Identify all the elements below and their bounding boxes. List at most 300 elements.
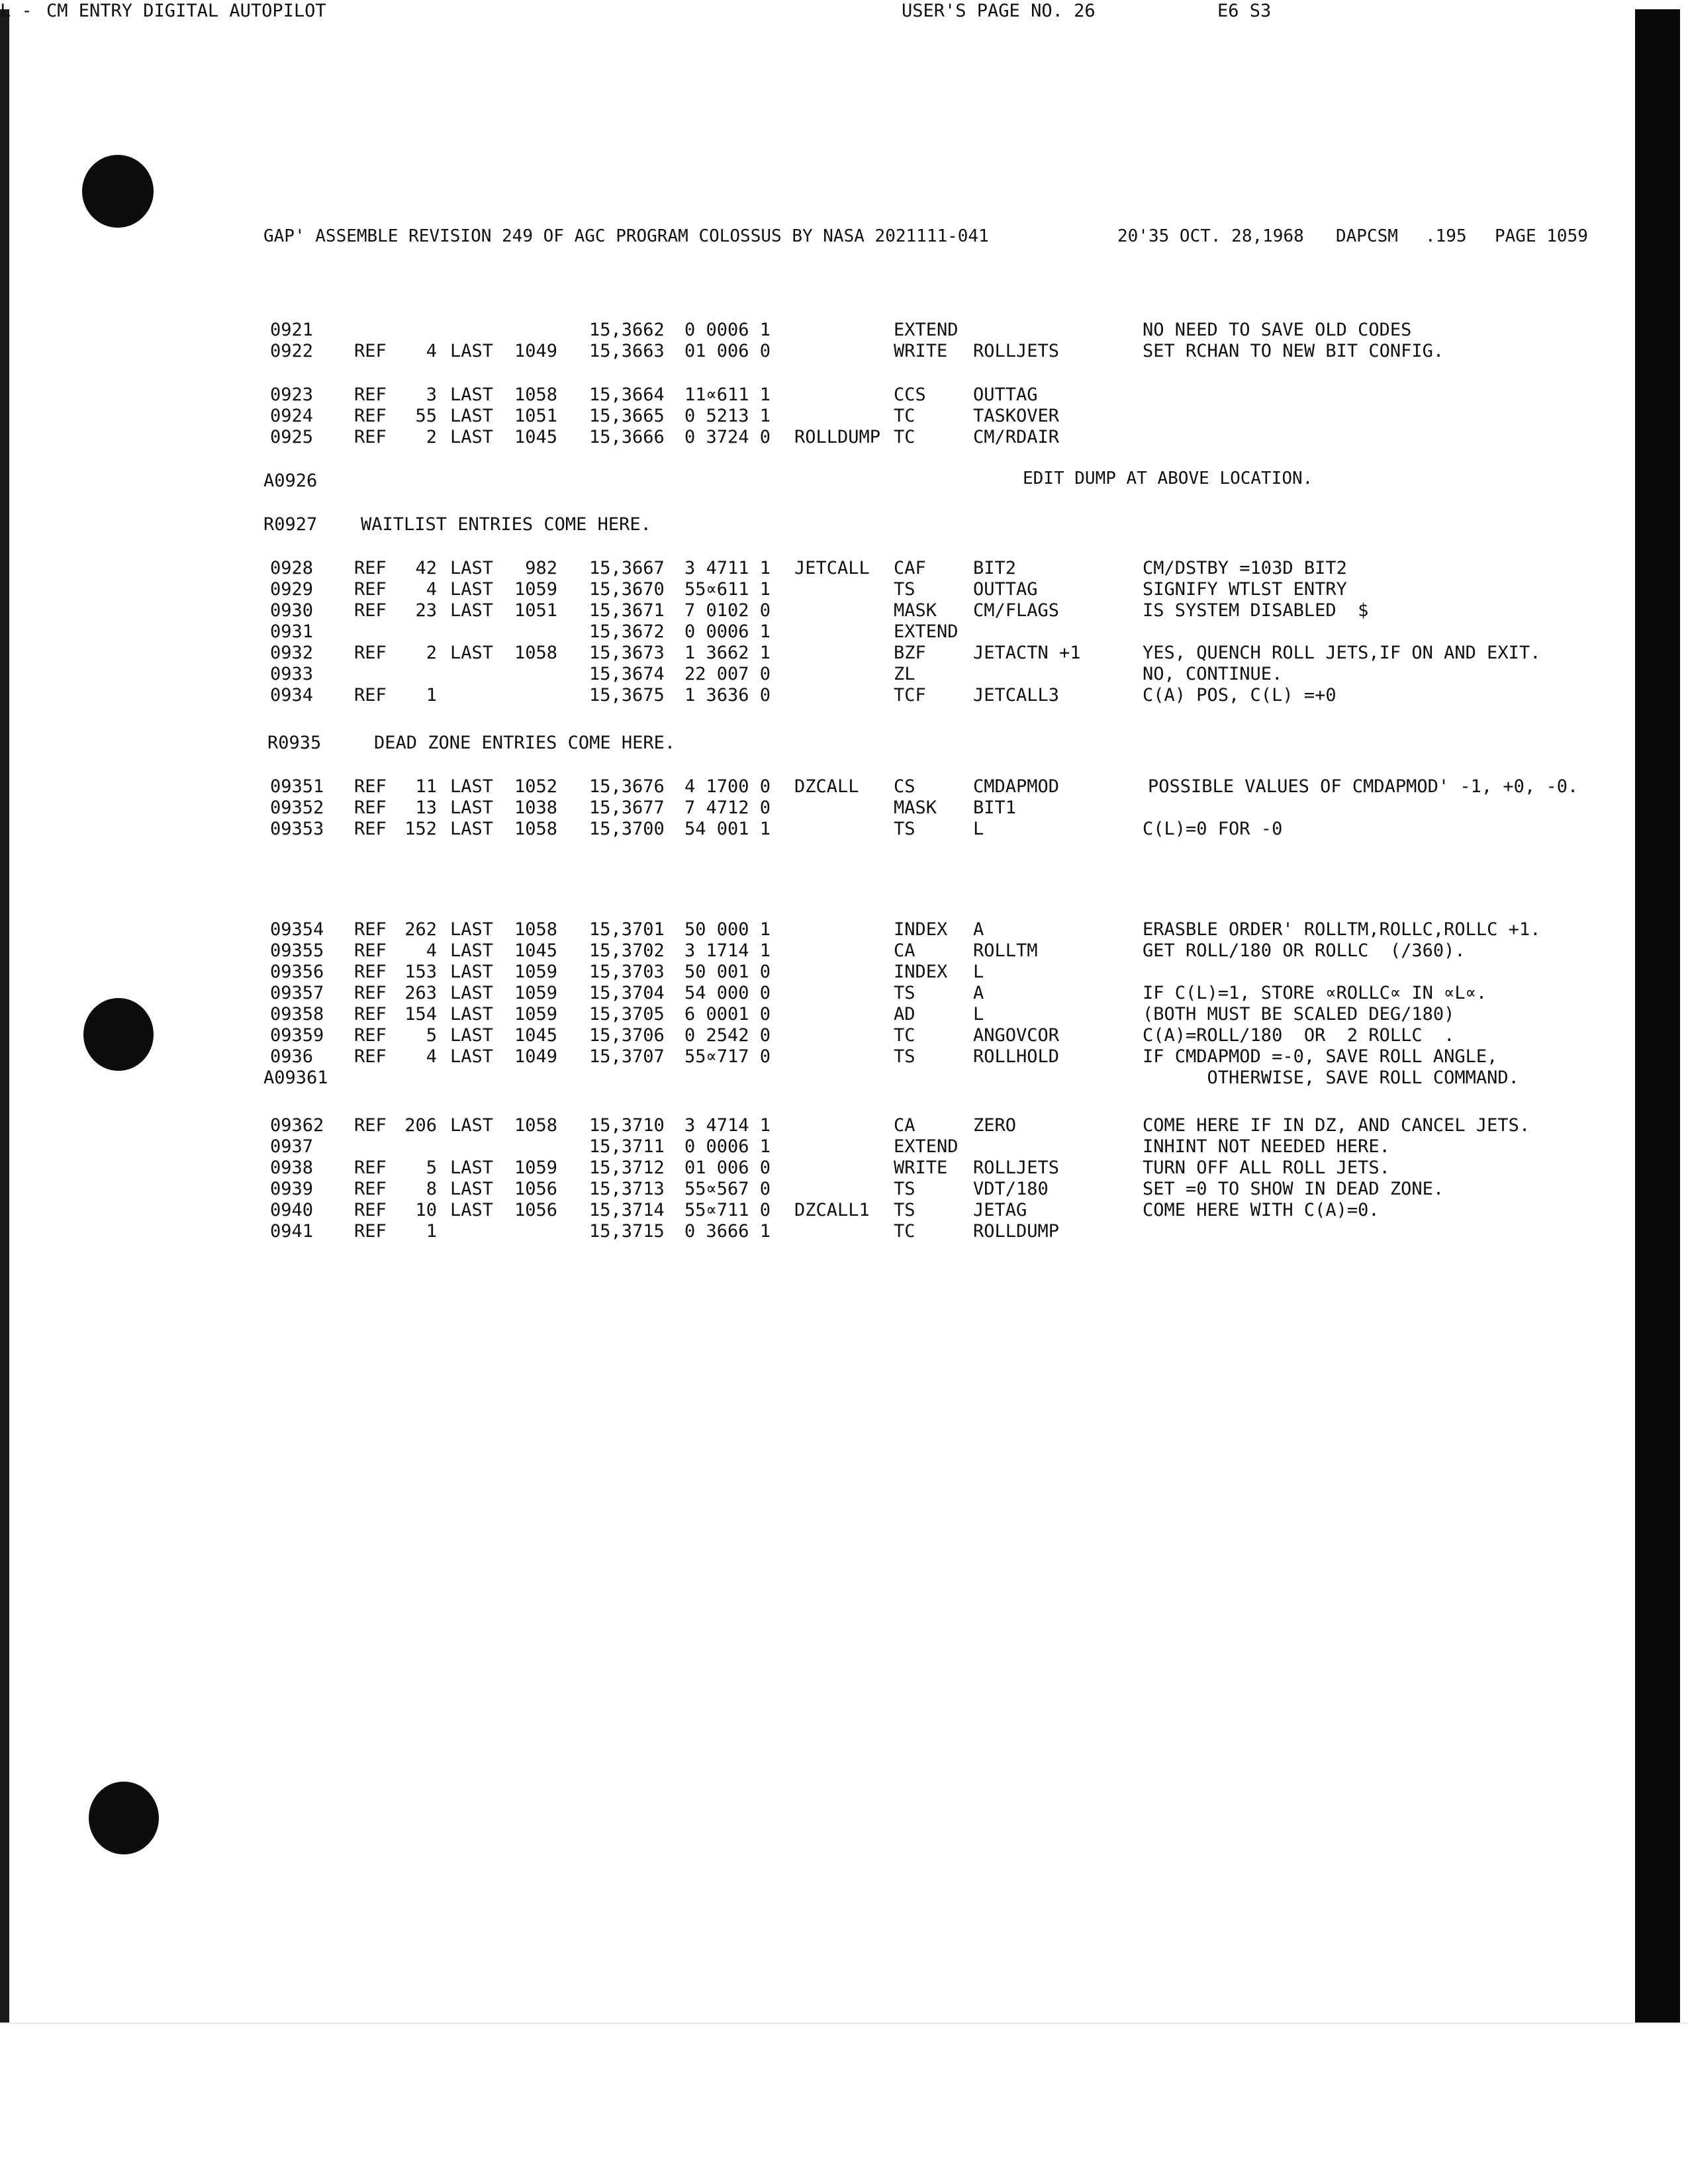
octal-code: 6 0001 0	[684, 1004, 771, 1024]
opcode: TC	[894, 1025, 915, 1046]
last-line-number: 1058	[514, 643, 557, 663]
section-heading	[0, 732, 1626, 754]
operand: ROLLTM	[973, 940, 1038, 961]
heading-id: R0935	[267, 733, 322, 753]
last-line-number: 1059	[514, 1158, 557, 1178]
ref-marker: REF	[354, 1025, 387, 1046]
last-marker: LAST	[450, 1004, 494, 1024]
ref-marker: REF	[354, 919, 387, 940]
symbol-label: ROLLDUMP	[794, 427, 881, 447]
code-line	[0, 663, 1626, 686]
code-line	[0, 1067, 1626, 1089]
operand: VDT/180	[973, 1179, 1049, 1199]
ref-marker: REF	[354, 962, 387, 982]
comment: ERASBLE ORDER' ROLLTM,ROLLC,ROLLC +1.	[1143, 919, 1541, 940]
last-line-number: 1059	[514, 579, 557, 600]
address: 15,3672	[589, 621, 665, 642]
ref-marker: REF	[354, 1200, 387, 1220]
address: 15,3701	[589, 919, 665, 940]
ref-marker: REF	[354, 776, 387, 797]
last-line-number: 1045	[514, 427, 557, 447]
octal-code: 22 007 0	[684, 664, 771, 684]
opcode: MASK	[894, 797, 937, 818]
address: 15,3671	[589, 600, 665, 621]
code-line	[0, 319, 1626, 341]
ref-count: 154	[404, 1004, 437, 1024]
ref-count: 13	[415, 797, 437, 818]
octal-code: 3 4714 1	[684, 1115, 771, 1136]
seq-number: 0933	[270, 664, 314, 684]
opcode: TS	[894, 1046, 915, 1067]
code-line	[0, 470, 1626, 492]
listing-title: GAP' ASSEMBLE REVISION 249 OF AGC PROGRAM COLOSSUS BY NASA 2021111-041	[263, 226, 989, 246]
ref-count: 262	[404, 919, 437, 940]
ref-marker: REF	[354, 427, 387, 447]
ref-marker: REF	[354, 819, 387, 839]
opcode: TCF	[894, 685, 926, 705]
ref-count: 55	[415, 406, 437, 426]
subheader-left: L -	[0, 1, 32, 21]
opcode: BZF	[894, 643, 926, 663]
listing-page-number: PAGE 1059	[1495, 226, 1588, 246]
octal-code: 4 1700 0	[684, 776, 771, 797]
ref-count: 5	[426, 1158, 437, 1178]
listing-job: DAPCSM	[1336, 226, 1398, 246]
ref-marker: REF	[354, 1221, 387, 1242]
opcode: EXTEND	[894, 1136, 959, 1157]
comment: IF CMDAPMOD =-0, SAVE ROLL ANGLE,	[1143, 1046, 1498, 1067]
code-line	[0, 1046, 1626, 1068]
punch-hole-bottom	[89, 1782, 159, 1854]
seq-number: 0923	[270, 385, 314, 405]
last-line-number: 1051	[514, 406, 557, 426]
seq-number: 0930	[270, 600, 314, 621]
address: 15,3663	[589, 341, 665, 361]
seq-number: 0940	[270, 1200, 314, 1220]
address: 15,3666	[589, 427, 665, 447]
address: 15,3677	[589, 797, 665, 818]
address: 15,3700	[589, 819, 665, 839]
comment: IS SYSTEM DISABLED $	[1143, 600, 1369, 621]
last-line-number: 1058	[514, 819, 557, 839]
seq-number: 0939	[270, 1179, 314, 1199]
comment: SIGNIFY WTLST ENTRY	[1143, 579, 1347, 600]
code-line	[0, 684, 1626, 707]
code-line	[0, 384, 1626, 406]
seq-number: 0934	[270, 685, 314, 705]
code-line	[0, 982, 1626, 1005]
operand: JETACTN +1	[973, 643, 1081, 663]
ref-marker: REF	[354, 1179, 387, 1199]
seq-number: 0932	[270, 643, 314, 663]
operand: CMDAPMOD	[973, 776, 1060, 797]
comment: OTHERWISE, SAVE ROLL COMMAND.	[1143, 1068, 1519, 1088]
ref-marker: REF	[354, 685, 387, 705]
operand: L	[973, 819, 984, 839]
opcode: WRITE	[894, 1158, 948, 1178]
opcode: TC	[894, 427, 915, 447]
octal-code: 01 006 0	[684, 341, 771, 361]
ref-marker: REF	[354, 600, 387, 621]
last-marker: LAST	[450, 1025, 494, 1046]
scan-right-edge	[1635, 9, 1680, 2023]
seq-number: 09362	[270, 1115, 324, 1136]
comment: INHINT NOT NEEDED HERE.	[1143, 1136, 1390, 1157]
opcode: INDEX	[894, 962, 948, 982]
code-line	[0, 1178, 1626, 1201]
comment: POSSIBLE VALUES OF CMDAPMOD' -1, +0, -0.	[1148, 776, 1579, 797]
last-line-number: 1059	[514, 983, 557, 1003]
operand: JETAG	[973, 1200, 1027, 1220]
seq-number: 09356	[270, 962, 324, 982]
opcode: CS	[894, 776, 915, 797]
address: 15,3712	[589, 1158, 665, 1178]
last-line-number: 1058	[514, 1115, 557, 1136]
seq-number: 09358	[270, 1004, 324, 1024]
comment: C(A)=ROLL/180 OR 2 ROLLC .	[1143, 1025, 1455, 1046]
last-marker: LAST	[450, 385, 494, 405]
last-marker: LAST	[450, 579, 494, 600]
section-heading	[0, 514, 1626, 536]
operand: ROLLHOLD	[973, 1046, 1060, 1067]
seq-number: 09357	[270, 983, 324, 1003]
operand: A	[973, 983, 984, 1003]
code-line	[0, 1136, 1626, 1158]
operand: OUTTAG	[973, 579, 1038, 600]
opcode: MASK	[894, 600, 937, 621]
seq-number: 09352	[270, 797, 324, 818]
edit-note: EDIT DUMP AT ABOVE LOCATION.	[1023, 469, 1313, 488]
code-line	[0, 919, 1626, 941]
seq-number: 0925	[270, 427, 314, 447]
seq-number: 0931	[270, 621, 314, 642]
comment: GET ROLL/180 OR ROLLC (/360).	[1143, 940, 1466, 961]
comment: COME HERE IF IN DZ, AND CANCEL JETS.	[1143, 1115, 1530, 1136]
operand: BIT1	[973, 797, 1017, 818]
comment: C(A) POS, C(L) =+0	[1143, 685, 1336, 705]
operand: CM/FLAGS	[973, 600, 1060, 621]
last-line-number: 1051	[514, 600, 557, 621]
address: 15,3706	[589, 1025, 665, 1046]
code-line	[0, 557, 1626, 580]
address: 15,3674	[589, 664, 665, 684]
last-marker: LAST	[450, 962, 494, 982]
address: 15,3710	[589, 1115, 665, 1136]
operand: A	[973, 919, 984, 940]
seq-number: 0922	[270, 341, 314, 361]
address: 15,3714	[589, 1200, 665, 1220]
ref-marker: REF	[354, 385, 387, 405]
last-line-number: 1038	[514, 797, 557, 818]
address: 15,3673	[589, 643, 665, 663]
octal-code: 1 3636 0	[684, 685, 771, 705]
last-line-number: 1056	[514, 1179, 557, 1199]
ref-count: 11	[415, 776, 437, 797]
operand: TASKOVER	[973, 406, 1060, 426]
scan-bottom-edge	[0, 2023, 1688, 2024]
operand: BIT2	[973, 558, 1017, 578]
symbol-label: DZCALL1	[794, 1200, 870, 1220]
last-marker: LAST	[450, 1115, 494, 1136]
operand: L	[973, 1004, 984, 1024]
opcode: TS	[894, 819, 915, 839]
last-marker: LAST	[450, 341, 494, 361]
address: 15,3715	[589, 1221, 665, 1242]
ref-count: 4	[426, 940, 437, 961]
ref-count: 263	[404, 983, 437, 1003]
octal-code: 3 1714 1	[684, 940, 771, 961]
octal-code: 0 5213 1	[684, 406, 771, 426]
opcode: TC	[894, 406, 915, 426]
address: 15,3662	[589, 320, 665, 340]
opcode: AD	[894, 1004, 915, 1024]
address: 15,3707	[589, 1046, 665, 1067]
opcode: EXTEND	[894, 621, 959, 642]
octal-code: 7 0102 0	[684, 600, 771, 621]
ref-count: 2	[426, 427, 437, 447]
code-line	[0, 1024, 1626, 1047]
operand: ROLLDUMP	[973, 1221, 1060, 1242]
comment: SET =0 TO SHOW IN DEAD ZONE.	[1143, 1179, 1444, 1199]
opcode: CCS	[894, 385, 926, 405]
code-line	[0, 340, 1626, 363]
last-marker: LAST	[450, 819, 494, 839]
seq-number: 0929	[270, 579, 314, 600]
operand: ROLLJETS	[973, 341, 1060, 361]
last-marker: LAST	[450, 558, 494, 578]
ref-marker: REF	[354, 579, 387, 600]
last-line-number: 1059	[514, 1004, 557, 1024]
code-line	[0, 1220, 1626, 1243]
ref-count: 42	[415, 558, 437, 578]
comment: COME HERE WITH C(A)=0.	[1143, 1200, 1380, 1220]
ref-marker: REF	[354, 643, 387, 663]
symbol-label: DZCALL	[794, 776, 859, 797]
address: 15,3713	[589, 1179, 665, 1199]
seq-number: 09359	[270, 1025, 324, 1046]
octal-code: 11∝611 1	[684, 385, 771, 405]
ref-count: 5	[426, 1025, 437, 1046]
listing-header	[263, 225, 1601, 251]
address: 15,3704	[589, 983, 665, 1003]
code-line	[0, 1157, 1626, 1179]
seq-number: A09361	[263, 1068, 328, 1088]
code-line	[0, 621, 1626, 643]
seq-number: 0938	[270, 1158, 314, 1178]
ref-marker: REF	[354, 1004, 387, 1024]
page-margin-bottom	[0, 2023, 1688, 2184]
seq-number: 0928	[270, 558, 314, 578]
code-line	[0, 961, 1626, 983]
ref-marker: REF	[354, 1115, 387, 1136]
last-marker: LAST	[450, 797, 494, 818]
octal-code: 01 006 0	[684, 1158, 771, 1178]
section-title: CM ENTRY DIGITAL AUTOPILOT	[46, 1, 326, 21]
octal-code: 7 4712 0	[684, 797, 771, 818]
opcode: WRITE	[894, 341, 948, 361]
comment: NO NEED TO SAVE OLD CODES	[1143, 320, 1412, 340]
ref-count: 4	[426, 579, 437, 600]
code-line	[0, 1199, 1626, 1222]
ref-count: 3	[426, 385, 437, 405]
seq-number: 09353	[270, 819, 324, 839]
listing-datetime: 20'35 OCT. 28,1968	[1117, 226, 1304, 246]
octal-code: 3 4711 1	[684, 558, 771, 578]
last-line-number: 1059	[514, 962, 557, 982]
code-line	[0, 578, 1626, 601]
octal-code: 1 3662 1	[684, 643, 771, 663]
heading-text: DEAD ZONE ENTRIES COME HERE.	[374, 733, 676, 753]
opcode: CA	[894, 1115, 915, 1136]
last-line-number: 1045	[514, 1025, 557, 1046]
address: 15,3670	[589, 579, 665, 600]
last-marker: LAST	[450, 427, 494, 447]
last-line-number: 1049	[514, 341, 557, 361]
last-marker: LAST	[450, 919, 494, 940]
last-marker: LAST	[450, 1158, 494, 1178]
opcode: TS	[894, 1200, 915, 1220]
opcode: TC	[894, 1221, 915, 1242]
ref-count: 4	[426, 341, 437, 361]
ref-marker: REF	[354, 940, 387, 961]
address: 15,3665	[589, 406, 665, 426]
last-marker: LAST	[450, 1046, 494, 1067]
heading-id: R0927	[263, 514, 318, 535]
code-line	[0, 1115, 1626, 1137]
octal-code: 54 001 1	[684, 819, 771, 839]
comment: TURN OFF ALL ROLL JETS.	[1143, 1158, 1390, 1178]
seq-number: 09355	[270, 940, 324, 961]
last-marker: LAST	[450, 1200, 494, 1220]
octal-code: 50 001 0	[684, 962, 771, 982]
seq-number: 0921	[270, 320, 314, 340]
last-line-number: 982	[525, 558, 557, 578]
heading-text: WAITLIST ENTRIES COME HERE.	[361, 514, 651, 535]
address: 15,3702	[589, 940, 665, 961]
ref-count: 153	[404, 962, 437, 982]
last-marker: LAST	[450, 643, 494, 663]
ref-count: 1	[426, 1221, 437, 1242]
opcode: TS	[894, 579, 915, 600]
seq-number: 09351	[270, 776, 324, 797]
comment: C(L)=0 FOR -0	[1143, 819, 1283, 839]
reference-code: E6 S3	[1217, 1, 1272, 21]
address: 15,3705	[589, 1004, 665, 1024]
user-page-number: USER'S PAGE NO. 26	[902, 1, 1096, 21]
octal-code: 55∝567 0	[684, 1179, 771, 1199]
last-line-number: 1049	[514, 1046, 557, 1067]
ref-marker: REF	[354, 1158, 387, 1178]
code-line	[0, 1003, 1626, 1026]
operand: OUTTAG	[973, 385, 1038, 405]
comment: IF C(L)=1, STORE ∝ROLLC∝ IN ∝L∝.	[1143, 983, 1487, 1003]
symbol-label: JETCALL	[794, 558, 870, 578]
address: 15,3676	[589, 776, 665, 797]
address: 15,3664	[589, 385, 665, 405]
operand: L	[973, 962, 984, 982]
code-line	[0, 600, 1626, 622]
operand: ROLLJETS	[973, 1158, 1060, 1178]
operand: ZERO	[973, 1115, 1017, 1136]
ref-marker: REF	[354, 797, 387, 818]
seq-number: 0936	[270, 1046, 314, 1067]
opcode: CAF	[894, 558, 926, 578]
octal-code: 55∝717 0	[684, 1046, 771, 1067]
last-line-number: 1058	[514, 919, 557, 940]
code-line	[0, 818, 1626, 841]
last-marker: LAST	[450, 940, 494, 961]
octal-code: 0 3666 1	[684, 1221, 771, 1242]
opcode: ZL	[894, 664, 915, 684]
last-line-number: 1045	[514, 940, 557, 961]
code-line	[0, 426, 1626, 449]
seq-number: 09354	[270, 919, 324, 940]
code-line	[0, 797, 1626, 819]
ref-marker: REF	[354, 406, 387, 426]
address: 15,3711	[589, 1136, 665, 1157]
code-line	[0, 642, 1626, 664]
octal-code: 0 0006 1	[684, 1136, 771, 1157]
last-line-number: 1052	[514, 776, 557, 797]
seq-number: 0941	[270, 1221, 314, 1242]
comment: NO, CONTINUE.	[1143, 664, 1283, 684]
ref-count: 2	[426, 643, 437, 663]
opcode: TS	[894, 1179, 915, 1199]
ref-marker: REF	[354, 341, 387, 361]
octal-code: 55∝711 0	[684, 1200, 771, 1220]
operand: ANGOVCOR	[973, 1025, 1060, 1046]
code-line	[0, 940, 1626, 962]
octal-code: 0 3724 0	[684, 427, 771, 447]
ref-marker: REF	[354, 558, 387, 578]
opcode: INDEX	[894, 919, 948, 940]
ref-count: 8	[426, 1179, 437, 1199]
code-line	[0, 776, 1626, 798]
opcode: EXTEND	[894, 320, 959, 340]
opcode: TS	[894, 983, 915, 1003]
last-marker: LAST	[450, 983, 494, 1003]
octal-code: 55∝611 1	[684, 579, 771, 600]
ref-count: 4	[426, 1046, 437, 1067]
octal-code: 50 000 1	[684, 919, 771, 940]
comment: (BOTH MUST BE SCALED DEG/180)	[1143, 1004, 1455, 1024]
ref-count: 1	[426, 685, 437, 705]
comment: YES, QUENCH ROLL JETS,IF ON AND EXIT.	[1143, 643, 1541, 663]
ref-count: 10	[415, 1200, 437, 1220]
operand: CM/RDAIR	[973, 427, 1060, 447]
ref-marker: REF	[354, 983, 387, 1003]
octal-code: 0 0006 1	[684, 320, 771, 340]
comment: CM/DSTBY =103D BIT2	[1143, 558, 1347, 578]
opcode: CA	[894, 940, 915, 961]
address: 15,3703	[589, 962, 665, 982]
octal-code: 54 000 0	[684, 983, 771, 1003]
last-marker: LAST	[450, 406, 494, 426]
seq-number: 0924	[270, 406, 314, 426]
code-line	[0, 405, 1626, 428]
octal-code: 0 0006 1	[684, 621, 771, 642]
ref-marker: REF	[354, 1046, 387, 1067]
last-marker: LAST	[450, 1179, 494, 1199]
octal-code: 0 2542 0	[684, 1025, 771, 1046]
seq-number: A0926	[263, 471, 318, 491]
last-line-number: 1056	[514, 1200, 557, 1220]
last-marker: LAST	[450, 776, 494, 797]
operand: JETCALL3	[973, 685, 1060, 705]
comment: SET RCHAN TO NEW BIT CONFIG.	[1143, 341, 1444, 361]
address: 15,3675	[589, 685, 665, 705]
listing-job-number: .195	[1425, 226, 1467, 246]
